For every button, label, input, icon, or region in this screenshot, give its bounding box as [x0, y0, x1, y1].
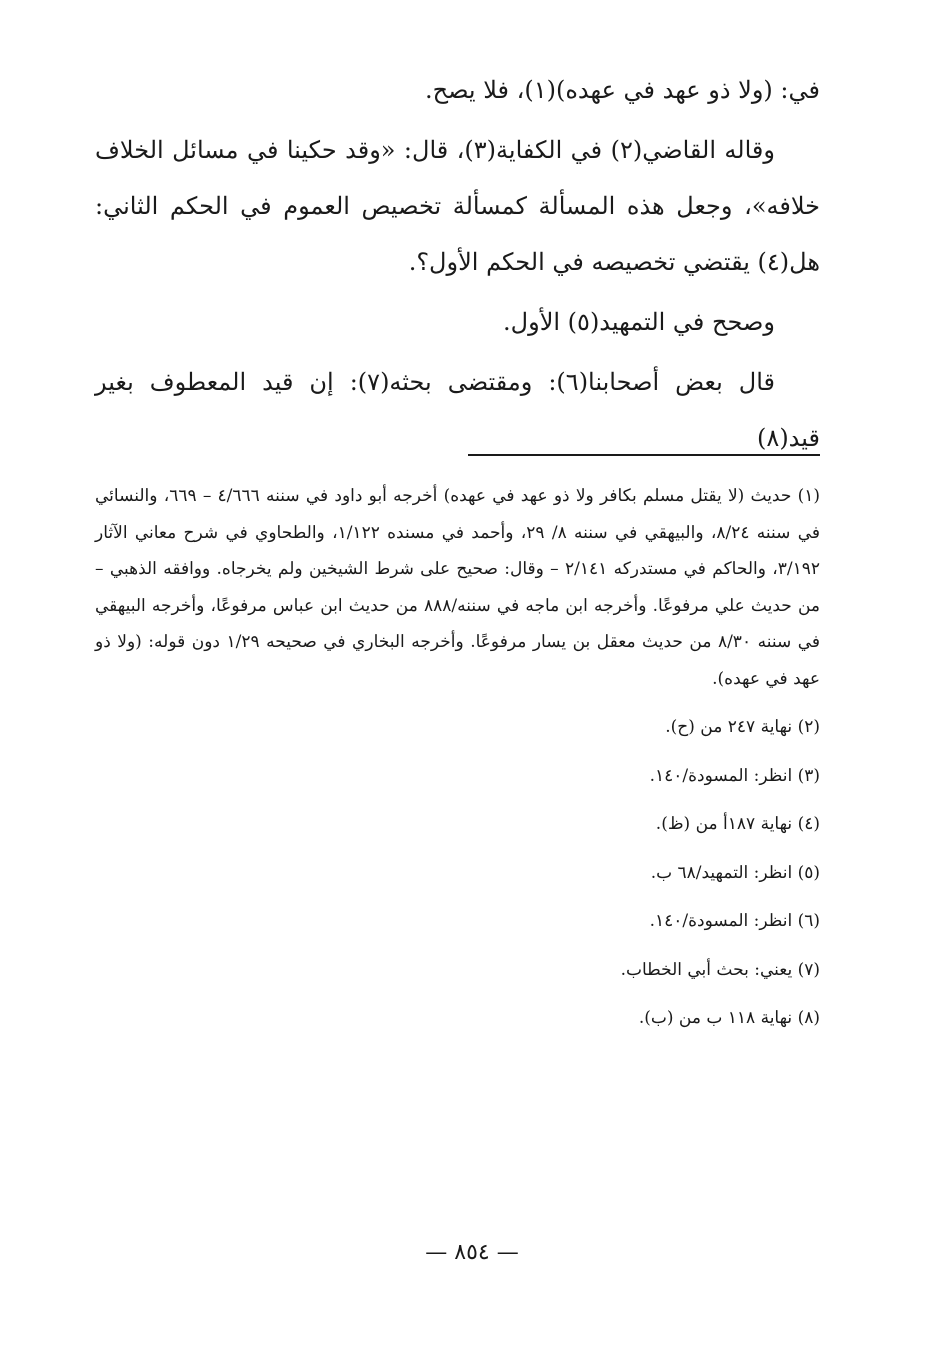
main-text [95, 62, 820, 470]
footnote-1: (١) حديث (لا يقتل مسلم بكافر ولا ذو عهد في عهده) أخرجه أبو داود في سننه ٤/٦٦٦ – ٦٦٩، والنسائي في سننه ٨/٢٤، والبيهقي في سننه ٨/ ٢٩، وأحمد في مسنده ١/١٢٢، والطحاوي في شرح معاني الآثار ٣/١٩٢، والحاكم في مستدركه ٢/١٤١ – وقال: صحيح على شرط الشيخين ولم يخرجاه. ووافقه الذهبي – من حديث علي مرفوعًا. وأخرجه ابن ماجه في سننه/٨٨٨ من حديث ابن عباس مرفوعًا، وأخرجه البيهقي في سننه ٨/٣٠ من حديث معقل بن يسار مرفوعًا. وأخرجه البخاري في صحيحه ١/٢٩ دون قوله: (ولا ذو عهد في عهده). [95, 486, 820, 689]
footnote-2: (٢) نهاية ٢٤٧ من (ح). [665, 717, 820, 737]
paragraph-3: وصحح في التمهيد(٥) الأول. [503, 308, 775, 336]
paragraph-4: قال بعض أصحابنا(٦): ومقتضى بحثه(٧): إن قيد المعطوف بغير قيد(٨) [95, 368, 820, 452]
footnote-divider [468, 454, 820, 456]
footnote-3: (٣) انظر: المسودة/١٤٠. [649, 765, 820, 786]
page-number: — ٨٥٤ — [425, 1240, 519, 1265]
footnote-6: (٦) انظر: المسودة/١٤٠. [649, 911, 820, 931]
footnote-8: (٨) نهاية ١١٨ ب من (ب). [638, 1008, 820, 1028]
footnote-4: (٤) نهاية ١٨٧أ من (ظ). [655, 814, 820, 834]
paragraph-1: في: (ولا ذو عهد في عهده)(١)، فلا يصح. [424, 76, 820, 104]
footnote-7: (٧) يعني: بحث أبي الخطاب. [620, 959, 820, 980]
footnotes [95, 478, 820, 1049]
paragraph-2: وقاله القاضي(٢) في الكفاية(٣)، قال: «وقد حكينا في مسائل الخلاف خلافه»، وجعل هذه المسألة كمسألة تخصيص العموم في الحكم الثاني: هل(٤) يقتضي تخصيصه في الحكم الأول؟. [95, 136, 820, 276]
footnote-5: (٥) انظر: التمهيد/٦٨ ب. [650, 862, 820, 883]
